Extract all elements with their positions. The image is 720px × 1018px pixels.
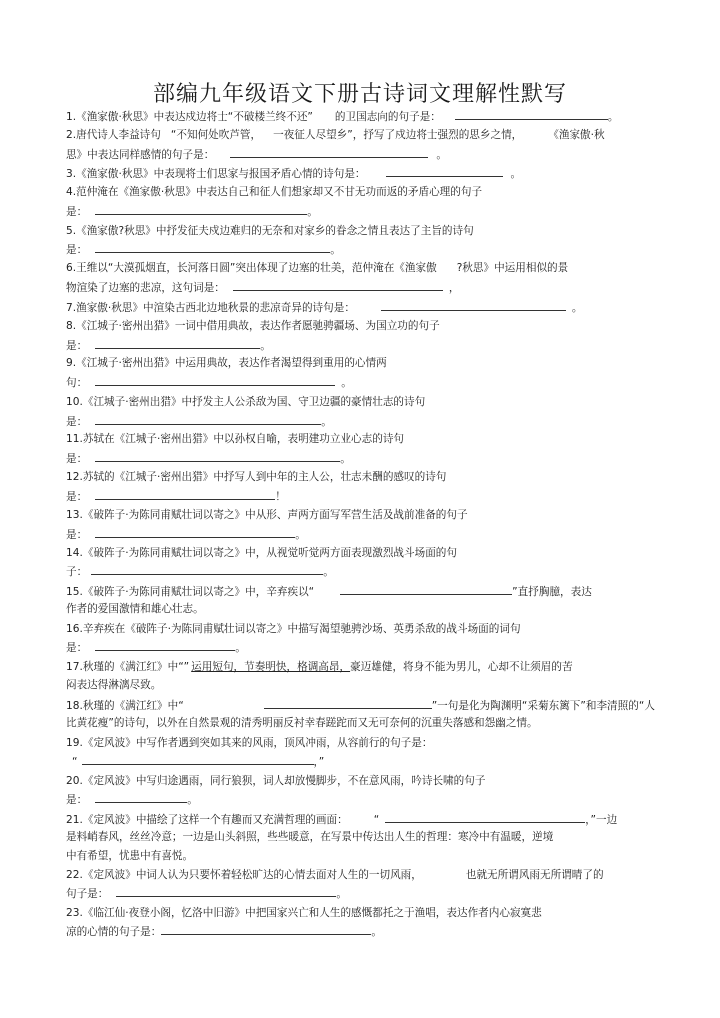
- page-title: 部编九年级语文下册古诗词文理解性默写: [152, 82, 567, 107]
- question-text: 5.《渔家傲?秋思》中抒发征夫戍边难归的无奈和对家乡的眷念之情且表达了主旨的诗句: [66, 225, 474, 237]
- answer-blank[interactable]: [91, 562, 323, 575]
- answer-blank[interactable]: [95, 487, 275, 500]
- question-text: 23.《临江仙·夜登小阁，忆洛中旧游》中把国家兴亡和人生的感慨都托之于渔唱，表达作者内心寂寞悲: [66, 907, 542, 919]
- question-text: 18.秋瑾的《满江红》中“: [66, 700, 184, 712]
- question-text: 豪迈雄健，将身不能为男儿，心却不让须眉的苦: [350, 661, 573, 673]
- question-17-cont: [66, 676, 161, 695]
- question-17: [66, 658, 573, 677]
- punctuation: 。: [321, 416, 332, 428]
- answer-blank[interactable]: [381, 298, 566, 311]
- question-text: 11.苏轼在《江城子·密州出猎》中以孙权自喻，表明建功立业心志的诗句: [66, 433, 405, 445]
- question-1: [66, 107, 618, 127]
- question-text: 1.《渔家傲·秋思》中表达戍边将士“不破楼兰终不还”: [66, 111, 313, 123]
- question-10: [66, 393, 425, 412]
- question-text: 14.《破阵子·为陈同甫赋壮词以寄之》中，从视觉听觉两方面表现激烈战斗场面的句: [66, 547, 457, 559]
- question-text: 是：: [66, 642, 88, 654]
- question-text: 17.秋瑾的《满江红》中“”: [66, 661, 190, 673]
- question-2-cont: [66, 145, 447, 165]
- question-5-cont: [66, 240, 341, 260]
- punctuation: ，”: [313, 756, 325, 768]
- answer-blank[interactable]: [116, 884, 336, 897]
- question-text: “不知何处吹芦管，: [170, 129, 262, 141]
- answer-blank[interactable]: [95, 525, 295, 538]
- answer-blank[interactable]: [385, 810, 585, 823]
- question-text: 6.王维以“大漠孤烟直，长河落日圆”突出体现了边塞的壮美，范仲淹在《渔家傲: [66, 262, 437, 274]
- question-21-cont: [66, 828, 553, 847]
- punctuation: 。: [571, 302, 583, 314]
- question-15-cont: [66, 600, 204, 619]
- question-2: [66, 126, 605, 145]
- punctuation: 。: [187, 794, 198, 806]
- question-23-cont: [66, 922, 382, 942]
- question-6-cont: [66, 278, 460, 298]
- question-text: 15.《破阵子·为陈同甫赋壮词以寄之》中，辛弃疾以“: [66, 586, 315, 598]
- punctuation: 。: [323, 566, 334, 578]
- question-text: 的卫国志向的句子是：: [334, 111, 441, 123]
- question-text: ”直抒胸臆，表达: [512, 586, 592, 598]
- question-text: 物渲染了边塞的悲凉，这句词是：: [66, 282, 225, 294]
- answer-blank[interactable]: [455, 107, 608, 120]
- question-text: 9.《江城子·密州出猎》中运用典故，表达作者渴望得到重用的心情两: [66, 357, 387, 369]
- answer-blank[interactable]: [95, 638, 235, 651]
- question-8: [66, 317, 440, 336]
- answer-blank[interactable]: [95, 449, 340, 462]
- question-text: 是：: [66, 244, 88, 256]
- question-14: [66, 544, 457, 563]
- answer-blank[interactable]: [386, 164, 503, 177]
- answer-blank[interactable]: [230, 145, 428, 158]
- question-text: 7.渔家傲·秋思》中渲染古西北边地秋景的悲凉奇异的诗句是：: [66, 302, 355, 314]
- question-text: 是：: [66, 529, 88, 541]
- underlined-text: 运用短句，节奏明快，格调高昂，: [191, 661, 351, 673]
- question-text: 是：: [66, 340, 88, 352]
- answer-blank[interactable]: [161, 922, 371, 935]
- question-text: ，”一边: [585, 814, 618, 826]
- question-9-cont: [66, 373, 352, 393]
- question-4: [66, 183, 482, 202]
- question-13-cont: [66, 525, 306, 545]
- question-text: 也就无所谓风雨无所谓晴了的: [465, 869, 604, 881]
- answer-blank[interactable]: [233, 278, 443, 291]
- punctuation: ！: [275, 491, 286, 503]
- question-21: [66, 810, 617, 830]
- question-text: 一夜征人尽望乡”，抒写了戍边将士强烈的思乡之情，: [273, 129, 523, 141]
- question-text: 3.《渔家傲·秋思》中表现将士们思家与报国矛盾心情的诗句是：: [66, 168, 366, 180]
- question-text: 10.《江城子·密州出猎》中抒发主人公杀敌为国、守卫边疆的豪情壮志的诗句: [66, 396, 426, 408]
- punctuation: 。: [336, 888, 347, 900]
- question-23: [66, 904, 542, 923]
- question-16: [66, 620, 521, 639]
- punctuation: 。: [295, 529, 306, 541]
- question-21-cont2: [66, 847, 193, 866]
- punctuation: 。: [371, 926, 382, 938]
- question-text: 4.范仲淹在《渔家傲·秋思》中表达自己和征人们想家却又不甘无功而返的矛盾心理的句子: [66, 186, 483, 198]
- punctuation: 。: [510, 168, 522, 180]
- question-11: [66, 430, 404, 449]
- question-5: [66, 222, 474, 241]
- answer-blank[interactable]: [95, 202, 307, 215]
- question-12: [66, 468, 446, 487]
- question-14-cont: [66, 562, 334, 582]
- question-text: 16.辛弃疾在《破阵子·为陈同甫赋壮词以寄之》中描写渴望驰骋沙场、英勇杀敌的战斗场面的词句: [66, 623, 521, 635]
- question-text: 是：: [66, 794, 88, 806]
- question-11-cont: [66, 449, 351, 469]
- answer-blank[interactable]: [95, 790, 187, 803]
- question-7: [66, 298, 583, 318]
- answer-blank[interactable]: [95, 336, 260, 349]
- question-text: 22.《定风波》中词人认为只要怀着轻松旷达的心情去面对人生的一切风雨，: [66, 869, 422, 881]
- punctuation: “: [72, 756, 78, 768]
- answer-blank[interactable]: [95, 412, 321, 425]
- question-text: 是：: [66, 416, 88, 428]
- punctuation: “: [373, 814, 380, 826]
- question-4-cont: [66, 202, 318, 222]
- punctuation: 。: [260, 340, 271, 352]
- punctuation: 。: [307, 206, 318, 218]
- answer-blank[interactable]: [95, 240, 330, 253]
- question-text: 子：: [66, 566, 88, 578]
- question-text: 是：: [66, 453, 88, 465]
- question-12-cont: [66, 487, 286, 507]
- question-text: 是料峭春风，丝丝冷意；一边是山头斜照，些些暖意，在写景中传达出人生的哲理：寒冷中有温暖，逆境: [66, 831, 554, 843]
- question-18: [66, 696, 655, 716]
- punctuation: 。: [330, 244, 341, 256]
- question-8-cont: [66, 336, 271, 356]
- answer-blank[interactable]: [95, 373, 335, 386]
- answer-blank[interactable]: [340, 582, 512, 595]
- answer-blank[interactable]: [264, 696, 432, 709]
- question-text: 19.《定风波》中写作者遇到突如其来的风雨，顶风冲雨，从容前行的句子是：: [66, 737, 433, 749]
- question-text: 比黄花瘦”的诗句，以外在自然景观的清秀明丽反衬幸春蹉跎而又无可奈何的沉重失落感和怨幽之情。: [66, 717, 538, 729]
- punctuation: 。: [235, 642, 246, 654]
- question-text: 中有希望，忧患中有喜悦。: [66, 850, 194, 862]
- question-15: [66, 582, 592, 602]
- question-18-cont: [66, 714, 538, 733]
- question-text: 句子是：: [66, 888, 109, 900]
- question-text: 是：: [66, 491, 88, 503]
- question-text: 思》中表达同样感情的句子是：: [66, 149, 215, 161]
- question-6: [66, 259, 568, 278]
- question-text: 13.《破阵子·为陈同甫赋壮词以寄之》中从形、声两方面写军营生活及战前准备的句子: [66, 509, 468, 521]
- question-13: [66, 506, 468, 525]
- question-10-cont: [66, 412, 332, 432]
- question-text: ?秋思》中运用相似的景: [456, 262, 569, 274]
- question-text: 句：: [66, 377, 88, 389]
- punctuation: 。: [436, 149, 447, 161]
- question-22: [66, 866, 604, 885]
- punctuation: 。: [341, 377, 352, 389]
- question-text: 凉的心情的句子是：: [66, 926, 162, 938]
- question-text: 2.唐代诗人李益诗句: [66, 129, 161, 141]
- question-text: 闷表达得淋漓尽致。: [66, 679, 162, 691]
- punctuation: 。: [607, 111, 619, 123]
- question-19: [66, 734, 432, 753]
- question-3: [66, 164, 521, 184]
- question-text: 21.《定风波》中描绘了这样一个有趣而又充满哲理的画面：: [66, 814, 348, 826]
- question-9: [66, 354, 387, 373]
- question-text: 作者的爱国激情和雄心壮志。: [66, 603, 204, 615]
- question-text: 20.《定风波》中写归途遇雨，同行狼狈，词人却放慢脚步，不在意风雨，吟诗长啸的句子: [66, 775, 486, 787]
- punctuation: ，: [448, 282, 460, 294]
- punctuation: 。: [340, 453, 351, 465]
- question-text: ”一句是化为陶渊明“采菊东篱下”和李清照的“人: [431, 700, 655, 712]
- question-22-cont: [66, 884, 347, 904]
- question-text: 《渔家傲·秋: [548, 129, 605, 141]
- question-text: 8.《江城子·密州出猎》一词中借用典故，表达作者愿驰骋疆场、为国立功的句子: [66, 320, 440, 332]
- question-19-cont: [72, 752, 324, 772]
- question-text: 是：: [66, 206, 88, 218]
- question-16-cont: [66, 638, 246, 658]
- question-20: [66, 772, 485, 791]
- question-20-cont: [66, 790, 198, 810]
- answer-blank[interactable]: [82, 752, 314, 765]
- question-text: 12.苏轼的《江城子·密州出猎》中抒写人到中年的主人公，壮志未酬的感叹的诗句: [66, 471, 447, 483]
